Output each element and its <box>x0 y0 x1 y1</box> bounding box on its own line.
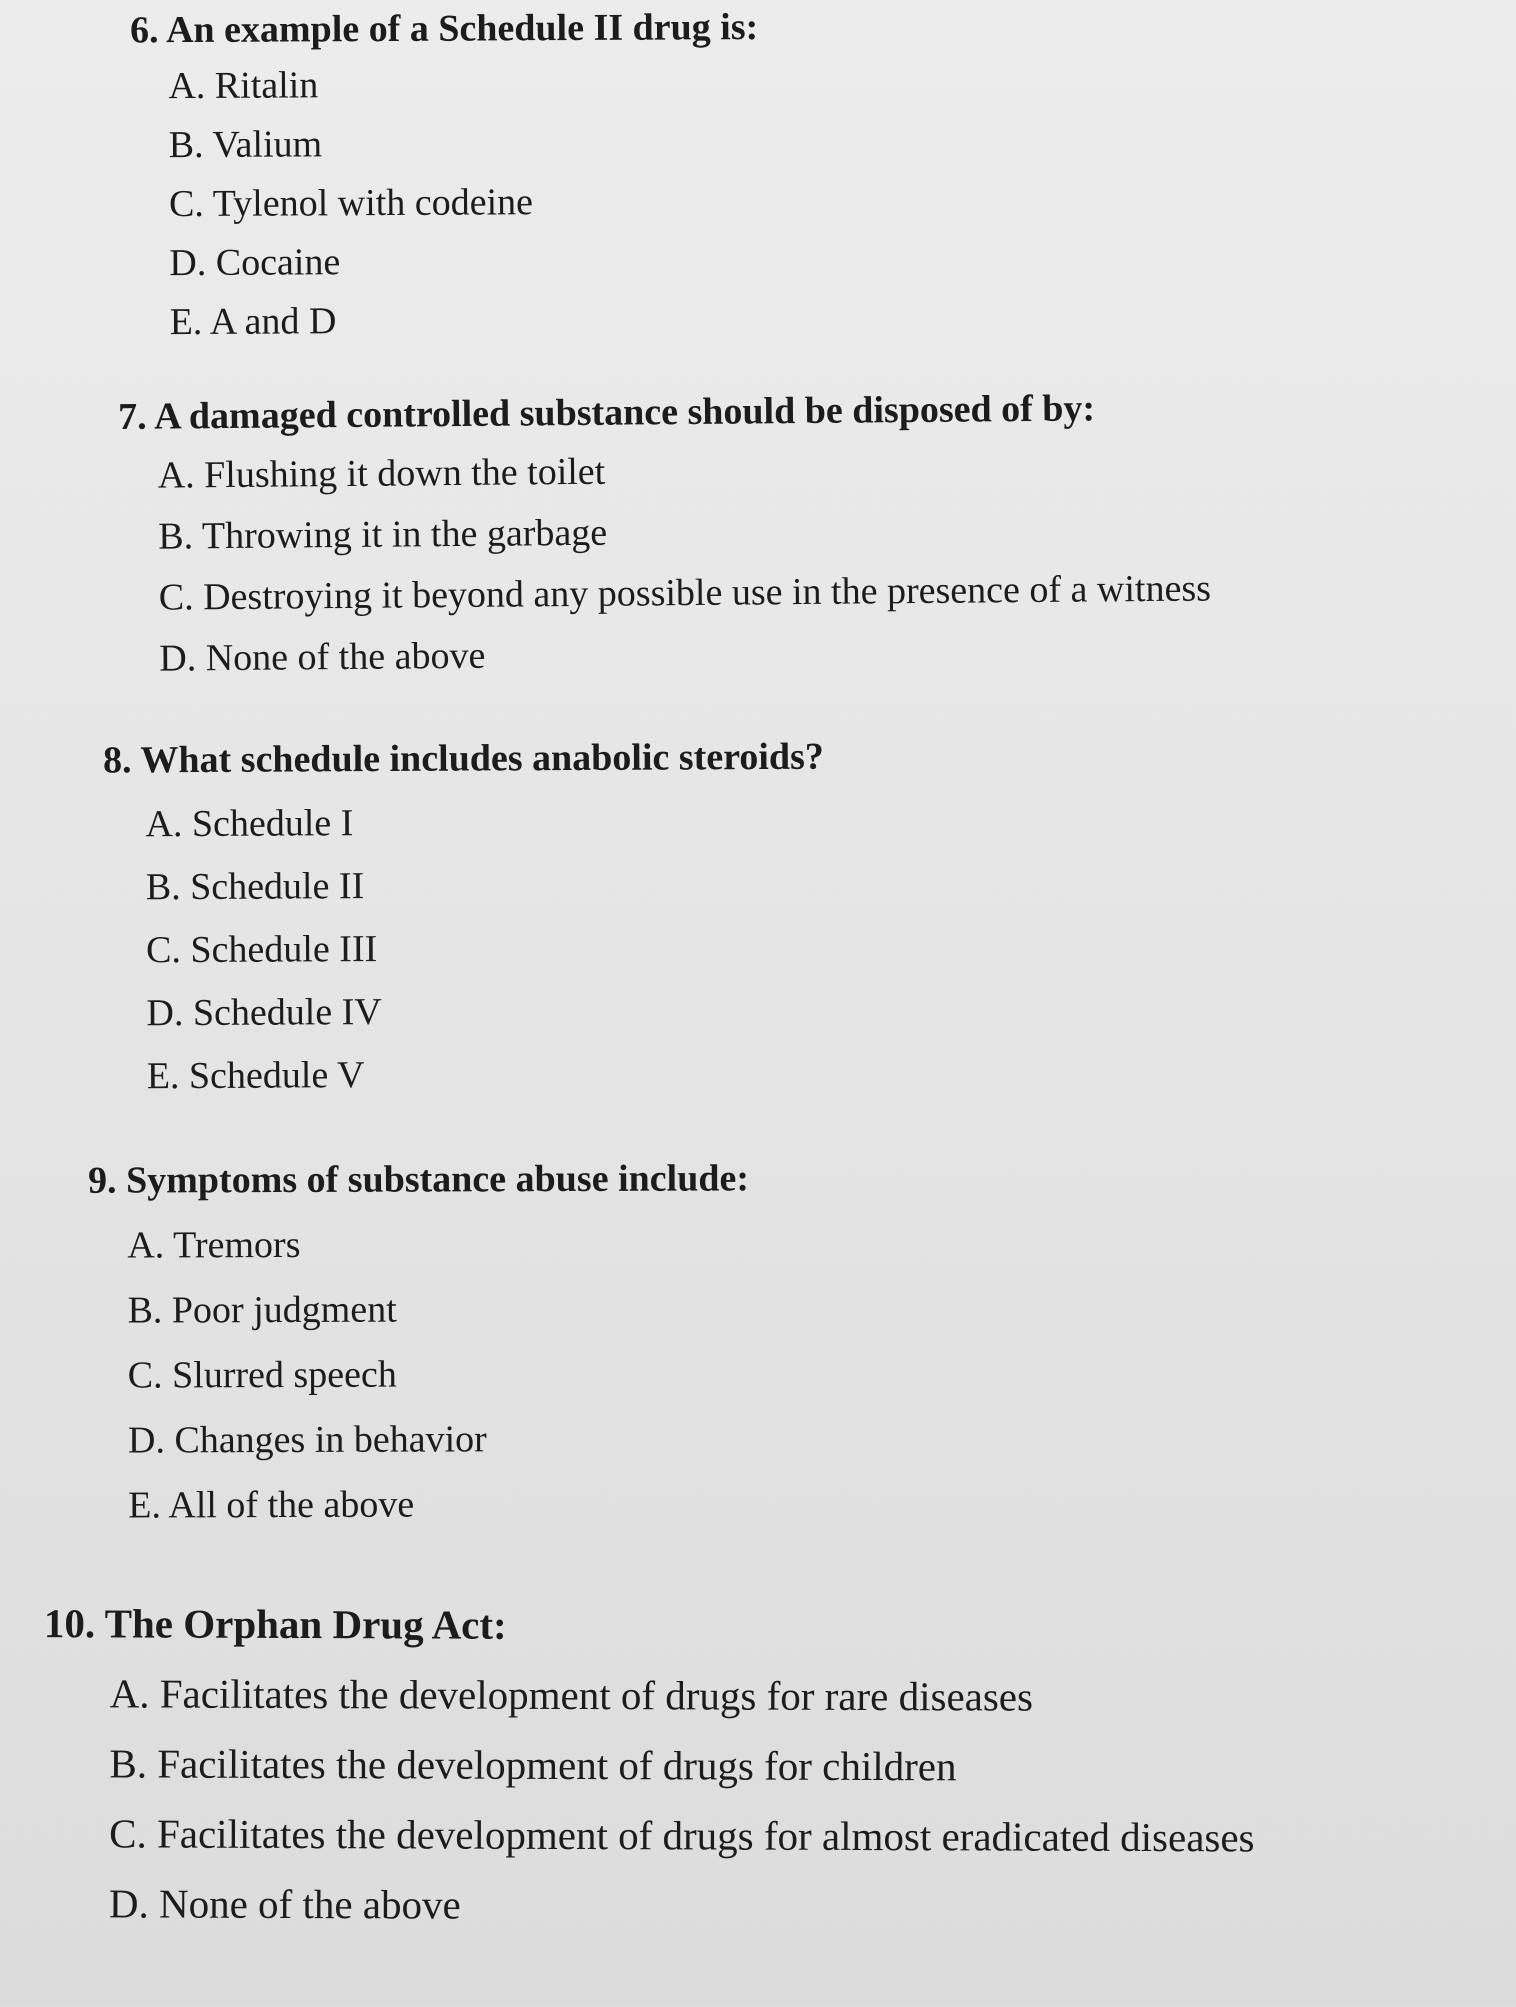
option-b: B. Valium <box>168 123 323 167</box>
option-b: B. Facilitates the development of drugs for children <box>109 1740 957 1790</box>
option-b: B. Poor judgment <box>127 1288 397 1332</box>
option-list <box>0 434 1516 691</box>
question-7 <box>0 382 1516 691</box>
option-c: C. Schedule III <box>146 928 378 972</box>
question-title: 8. What schedule includes anabolic steroids? <box>103 735 824 782</box>
option-c: C. Tylenol with codeine <box>168 181 534 226</box>
question-8 <box>0 730 1516 1109</box>
option-d: D. Cocaine <box>169 241 341 285</box>
question-title: 6. An example of a Schedule II drug is: <box>130 6 759 52</box>
option-c: C. Destroying it beyond any possible use in the presence of a witness <box>158 567 1212 619</box>
option-d: D. None of the above <box>159 634 486 680</box>
option-d: D. Schedule IV <box>146 991 382 1035</box>
option-e: E. Schedule V <box>146 1054 365 1098</box>
option-a: A. Tremors <box>127 1223 301 1267</box>
question-9 <box>0 1153 1516 1539</box>
option-b: B. Throwing it in the garbage <box>158 511 608 558</box>
option-a: A. Facilitates the development of drugs for rare diseases <box>109 1670 1034 1720</box>
option-list <box>0 50 1516 353</box>
option-c: C. Slurred speech <box>127 1353 397 1397</box>
question-title: 7. A damaged controlled substance should be disposed of by: <box>118 387 1096 438</box>
question-6 <box>0 0 1516 353</box>
option-b: B. Schedule II <box>145 865 365 909</box>
option-list <box>0 1658 1516 1943</box>
option-d: D. None of the above <box>108 1880 461 1928</box>
option-d: D. Changes in behavior <box>127 1418 487 1462</box>
option-c: C. Facilitates the development of drugs for almost eradicated diseases <box>109 1810 1255 1861</box>
option-list <box>0 1209 1516 1539</box>
option-e: E. A and D <box>169 300 337 344</box>
option-a: A. Schedule I <box>145 802 354 846</box>
option-e: E. All of the above <box>128 1483 415 1527</box>
question-title: 10. The Orphan Drug Act: <box>43 1600 507 1648</box>
option-list <box>0 786 1516 1109</box>
question-title: 9. Symptoms of substance abuse include: <box>88 1157 750 1202</box>
question-10 <box>0 1600 1516 1943</box>
option-a: A. Flushing it down the toilet <box>157 450 606 497</box>
option-a: A. Ritalin <box>168 64 319 108</box>
